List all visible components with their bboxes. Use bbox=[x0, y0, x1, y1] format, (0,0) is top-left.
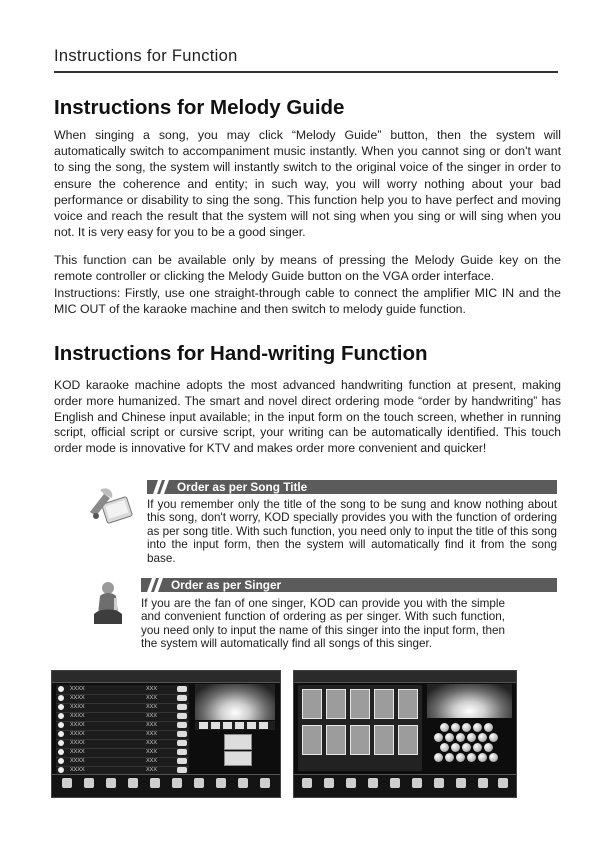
singer-grid bbox=[298, 685, 422, 771]
feature-banner-singer bbox=[141, 578, 557, 592]
handwriting-pad[interactable] bbox=[224, 734, 252, 750]
handwriting-pen-icon bbox=[86, 482, 134, 526]
melody-guide-paragraph-1: When singing a song, you may click “Melody Guide” button, then the system will automatically switch to accompaniment music instantly. When you cannot sing or don't want to sing the song, the system will instantly switch to the original voice of the singer in order to ensure the coherence and entity; in such way, you will worry nothing about your bad performance or disability to sing the song. This function help you to have perfect and moving voice and reach the result that the system will not sing when you sing or will sing when you not. It is very easy for you to be a good singer. bbox=[54, 128, 561, 240]
song-list bbox=[56, 685, 189, 777]
song-list-row: XXXX XXX bbox=[56, 712, 189, 722]
screenshot-toolbar bbox=[294, 774, 516, 797]
melody-guide-paragraph-2: This function can be available only by means of pressing the Melody Guide key on the remote controller or clicking the Melody Guide button on the VGA order interface. bbox=[54, 253, 561, 284]
song-list-row: XXXX XXX bbox=[56, 721, 189, 731]
screenshot-titlebar bbox=[294, 671, 516, 683]
song-list-row: XXXX XXX bbox=[56, 757, 189, 767]
song-list-row: XXXX XXX bbox=[56, 703, 189, 713]
song-list-row: XXXX XXX bbox=[56, 730, 189, 740]
feature-title-song-title: Order as per Song Title bbox=[177, 480, 308, 494]
feature-title-singer: Order as per Singer bbox=[171, 578, 282, 592]
melody-guide-paragraph-3: Instructions: Firstly, use one straight-through cable to connect the amplifier MIC IN and the MIC OUT of the karaoke machine and then switch to melody guide function. bbox=[54, 286, 561, 317]
section-heading-melody-guide: Instructions for Melody Guide bbox=[54, 96, 345, 119]
screenshot-toolbar bbox=[52, 774, 280, 797]
preview-video bbox=[427, 684, 512, 718]
singer-grid-screenshot bbox=[293, 670, 517, 798]
feature-text-singer: If you are the fan of one singer, KOD can provide you with the simple and convenient function of ordering as per singer. With such function, you need only to input the name of this singer into the input form, then the system will automatically find all songs of this singer. bbox=[141, 597, 505, 651]
feature-banner-song-title bbox=[147, 480, 557, 494]
running-header: Instructions for Function bbox=[54, 47, 238, 65]
handwriting-paragraph: KOD karaoke machine adopts the most advanced handwriting function at present, making order more humanized. The smart and novel direct ordering mode “order by handwriting” has English and Chinese input available; in the input form on the touch screen, whether in running script, official script or cursive script, your writing can be automatically identified. This touch order mode is innovative for KTV and makes order more convenient and quicker! bbox=[54, 378, 561, 456]
banner-slash-icon bbox=[153, 480, 169, 494]
song-list-row: XXXX XXX bbox=[56, 694, 189, 704]
song-list-screenshot bbox=[51, 670, 281, 798]
singer-figure-icon bbox=[86, 578, 128, 626]
handwriting-pad[interactable] bbox=[224, 751, 252, 766]
song-list-row: XXXX XXX bbox=[56, 739, 189, 749]
song-list-row: XXXX XXX bbox=[56, 748, 189, 758]
screenshot-titlebar bbox=[52, 671, 280, 683]
song-list-row: XXXX XXX bbox=[56, 685, 189, 695]
input-key-row bbox=[195, 721, 275, 730]
letter-ball-keypad bbox=[430, 723, 510, 771]
feature-text-song-title: If you remember only the title of the song to be sung and know nothing about this song, don't worry, KOD specially provides you with the function of ordering as per song title. With such function, you need only to input the title of this song into the input form, then the system will automatically find it from the song base. bbox=[147, 498, 557, 565]
banner-slash-icon bbox=[147, 578, 163, 592]
header-divider bbox=[54, 71, 558, 73]
song-list-row: XXXX XXX bbox=[56, 766, 189, 776]
section-heading-handwriting: Instructions for Hand-writing Function bbox=[54, 342, 428, 365]
preview-video bbox=[195, 684, 275, 720]
